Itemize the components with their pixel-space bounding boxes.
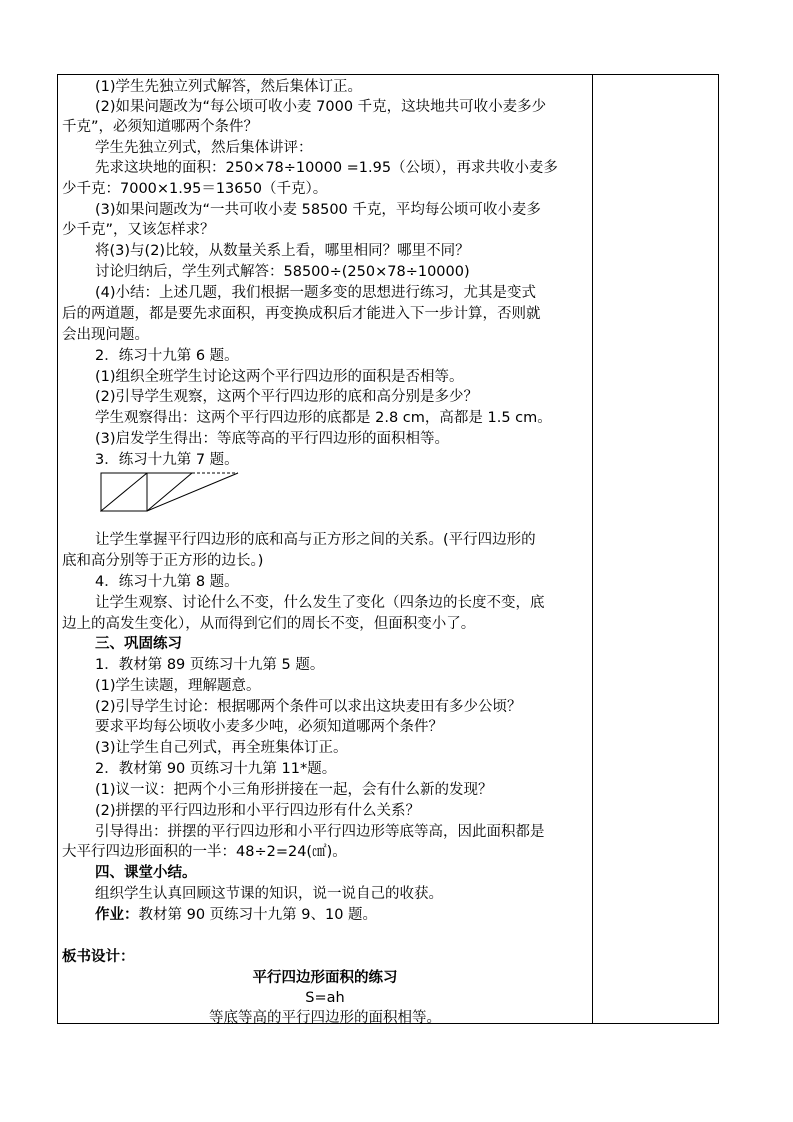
text-line: 让学生掌握平行四边形的底和高与正方形之间的关系。(平行四边形的 — [95, 532, 536, 548]
text-line: 1．教材第 89 页练习十九第 5 题。 — [95, 657, 325, 673]
parallelogram-square-figure — [100, 472, 240, 514]
text-line: 大平行四边形面积的一半：48÷2=24(㎠)。 — [62, 844, 347, 860]
text-line: 先求这块地的面积：250×78÷10000 =1.95（公顷），再求共收小麦多 — [95, 160, 558, 176]
text-line: 组织学生认真回顾这节课的知识，说一说自己的收获。 — [95, 886, 443, 902]
board-design-label: 板书设计： — [62, 949, 135, 965]
section-heading: 四、课堂小结。 — [95, 865, 197, 881]
slanted-edge — [147, 473, 238, 511]
text-line: (2)引导学生观察，这两个平行四边形的底和高分别是多少？ — [95, 389, 479, 405]
text-line: 让学生观察、讨论什么不变，什么发生了变化（四条边的长度不变，底 — [95, 595, 545, 611]
text-line: 2．练习十九第 6 题。 — [95, 348, 239, 364]
text-line: (1)组织全班学生讨论这两个平行四边形的面积是否相等。 — [95, 369, 464, 385]
board-conclusion: 等底等高的平行四边形的面积相等。 — [209, 1010, 441, 1026]
text-line: 讨论归纳后，学生列式解答：58500÷(250×78÷10000) — [95, 264, 470, 280]
text-line: 引导得出：拼摆的平行四边形和小平行四边形等底等高，因此面积都是 — [95, 824, 545, 840]
text-line: 千克”，必须知道哪两个条件？ — [62, 119, 259, 135]
text-line: 3．练习十九第 7 题。 — [95, 452, 239, 468]
text-line: (4)小结：上述几题，我们根据一题多变的思想进行练习，尤其是变式 — [95, 285, 537, 301]
text-line: 4．练习十九第 8 题。 — [95, 574, 239, 590]
text-line: (3)启发学生得出：等底等高的平行四边形的面积相等。 — [95, 431, 450, 447]
text-line: 学生观察得出：这两个平行四边形的底都是 2.8 cm，高都是 1.5 cm。 — [95, 410, 552, 426]
text-line: (2)拼摆的平行四边形和小平行四边形有什么关系？ — [95, 803, 421, 819]
formula: S=ah — [305, 990, 345, 1006]
text-line: 底和高分别等于正方形的边长。) — [62, 553, 264, 569]
text-line: 边上的高发生变化），从而得到它们的周长不变，但面积变小了。 — [62, 616, 476, 632]
text-line: (2)如果问题改为“每公顷可收小麦 7000 千克，这块地共可收小麦多少 — [95, 99, 547, 115]
text-line: 将(3)与(2)比较，从数量关系上看，哪里相同？哪里不同？ — [95, 243, 470, 259]
text-line: 后的两道题，都是要先求面积，再变换成积后才能进入下一步计算，否则就 — [62, 306, 541, 322]
text-line: 学生先独立列式，然后集体讲评： — [95, 140, 313, 156]
text-line: 少千克：7000×1.95＝13650（千克）。 — [62, 181, 328, 197]
text-line: 少千克”，又该怎样求？ — [62, 222, 215, 238]
homework-text: 教材第 90 页练习十九第 9、10 题。 — [138, 907, 378, 923]
homework-line — [95, 905, 377, 925]
text-line: (2)引导学生讨论：根据哪两个条件可以求出这块麦田有多少公顷？ — [95, 699, 522, 715]
text-line: 要求平均每公顷收小麦多少吨，必须知道哪两个条件？ — [95, 719, 443, 735]
lesson-plan-table — [57, 74, 719, 1024]
text-line: (1)议一议：把两个小三角形拼接在一起，会有什么新的发现？ — [95, 782, 493, 798]
text-line: (1)学生读题，理解题意。 — [95, 678, 261, 694]
section-heading: 三、巩固练习 — [95, 636, 182, 652]
text-line: 会出现问题。 — [62, 327, 149, 343]
text-line: 2．教材第 90 页练习十九第 11*题。 — [95, 761, 337, 777]
column-divider — [592, 75, 593, 1023]
text-line: (3)如果问题改为“一共可收小麦 58500 千克，平均每公顷可收小麦多 — [95, 202, 541, 218]
homework-label: 作业： — [95, 907, 139, 923]
lesson-content-cell — [58, 75, 592, 1026]
board-title: 平行四边形面积的练习 — [252, 970, 398, 986]
text-line: (3)让学生自己列式，再全班集体订正。 — [95, 740, 348, 756]
text-line: (1)学生先独立列式解答，然后集体订正。 — [95, 79, 363, 95]
